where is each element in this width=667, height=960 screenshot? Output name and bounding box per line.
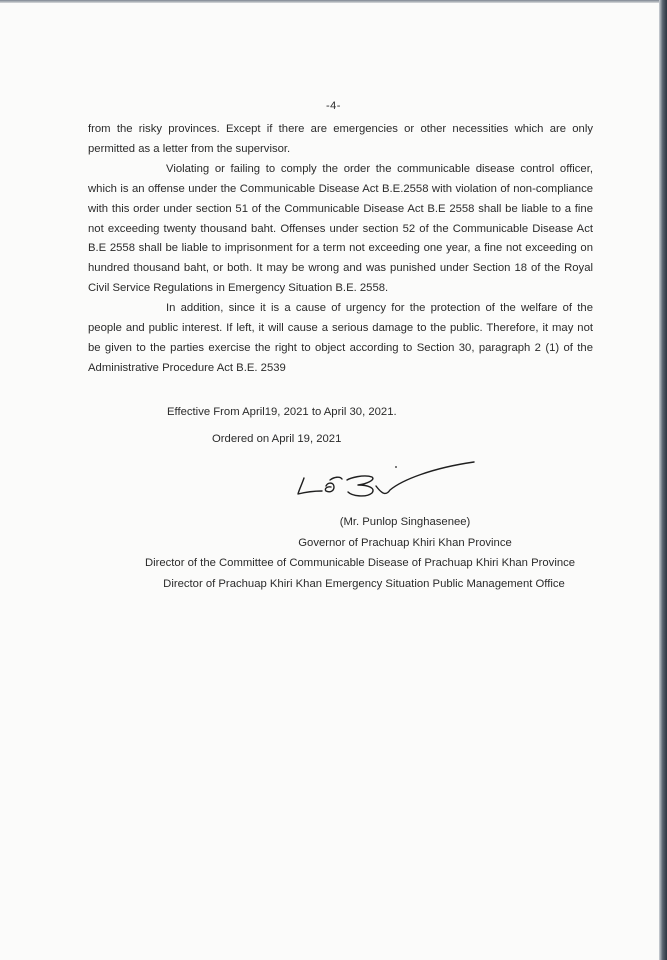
page-number: -4- [326, 100, 341, 112]
ordered-date: Ordered on April 19, 2021 [212, 433, 342, 445]
signatory-title-office: Director of Prachuap Khiri Khan Emergency Situation Public Management Office [163, 577, 565, 590]
signatory-title-governor: Governor of Prachuap Khiri Khan Province [298, 536, 512, 549]
signatory-block [60, 512, 660, 594]
document-body [88, 120, 593, 379]
paragraph-penalties: Violating or failing to comply the order the communicable disease control officer, which is an offense under the Communicable Disease Act B.E.2558 with violation of non-compliance with this order under section 51 of the Communicable Disease Act B.E 2558 shall be liable to a fine not exceeding twenty thousand baht. Offenses under section 52 of the Communicable Disease Act B.E 2558 shall be liable to imprisonment for a term not exceeding one year, a fine not exceeding on hundred thousand baht, or both. It may be wrong and was punished under Section 18 of the Royal Civil Service Regulations in Emergency Situation B.E. 2558. [88, 162, 593, 295]
paragraph-urgency: In addition, since it is a cause of urgency for the protection of the welfare of the people and public interest. If left, it will cause a serious damage to the public. Therefore, it may not be given to the parties exercise the right to object according to Section 30, paragraph 2 (1) of the Administrative Procedure Act B.E. 2539 [88, 302, 593, 374]
effective-date: Effective From April19, 2021 to April 30, 2021. [167, 406, 397, 418]
signatory-title-committee: Director of the Committee of Communicable Disease of Prachuap Khiri Khan Province [144, 557, 576, 569]
scan-right-edge [659, 0, 667, 960]
paragraph-continuation: from the risky provinces. Except if there are emergencies or other necessities which are only permitted as a letter from the supervisor. [88, 123, 593, 155]
handwritten-signature [292, 458, 477, 504]
scan-top-edge [0, 0, 667, 3]
signatory-name: (Mr. Punlop Singhasenee) [339, 516, 471, 528]
